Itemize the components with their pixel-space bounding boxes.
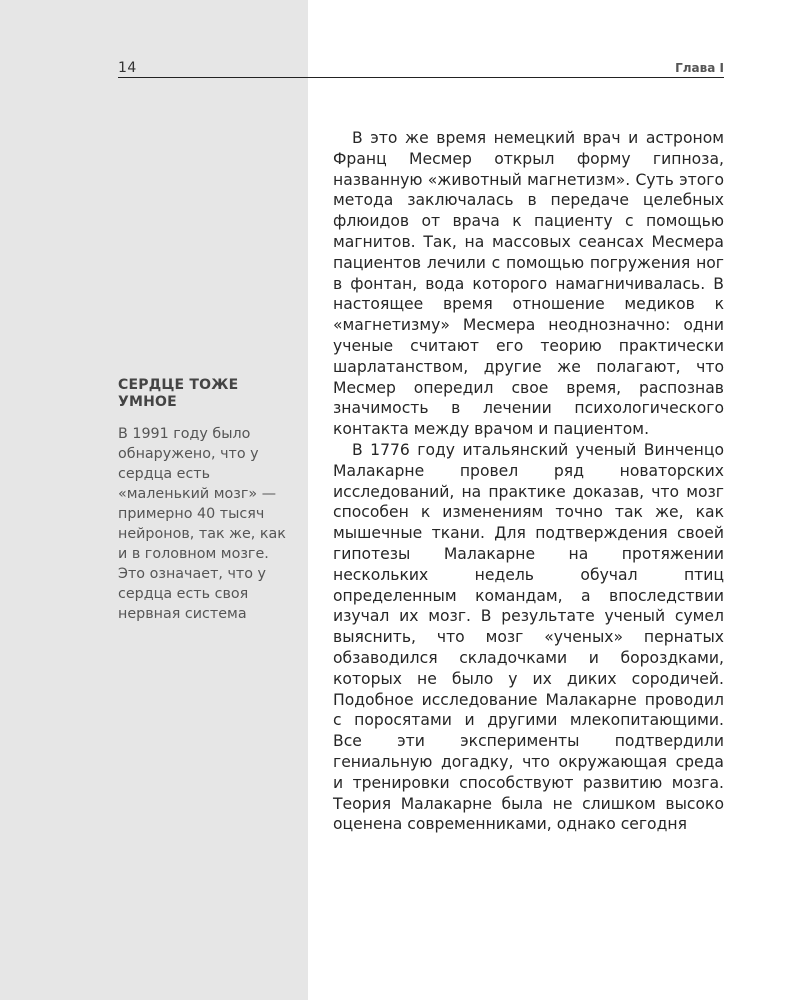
running-head: Глава I [675,61,724,75]
page-number: 14 [118,60,137,76]
paragraph-2: В 1776 году итальянский ученый Винченцо Малакарне провел ряд новаторских исследований, на практике доказав, что мозг способен к изменениям точно так же, как мышечные ткани. Для подтверждения своей гипотезы Малакарне на протяжении нескольких недель обучал птиц определенным командам, а впоследствии изучал их мозг. В результате ученый сумел выяснить, что мозг «ученых» пернатых обзаводился складочками и бороздками, которых не было у их диких сородичей. Подобное исследование Малакарне проводил с поросятами и другими млекопитающими. Все эти эксперименты подтвердили гениальную догадку, что окружающая среда и тренировки способствуют развитию мозга. Теория Малакарне была не слишком высоко оценена современниками, однако сегодня [333,440,724,834]
sidebar-title: СЕРДЦЕ ТОЖЕ УМНОЕ [118,377,239,410]
sidebar-text: В 1991 году было обнаружено, что у сердца есть «маленький мозг» — примерно 40 тысяч нейронов, так же, как и в головном мозге. Это означает, что у сердца есть своя нервная система [118,426,286,622]
main-text [333,128,724,835]
paragraph-1: В это же время немецкий врач и астроном Франц Месмер открыл форму гипноза, названную «животный магнетизм». Суть этого метода заключалась в передаче целебных флюидов от врача к пациенту с помощью магнитов. Так, на массовых сеансах Месмера пациентов лечили с помощью погружения ног в фонтан, вода которого намагничивалась. В настоящее время отношение медиков к «магнетизму» Месмера неоднозначно: одни ученые считают его теорию практически шарлатанством, другие же полагают, что Месмер опередил свое время, распознав значимость в лечении психологического контакта между врачом и пациентом. [333,129,724,439]
header-rule [118,77,724,78]
